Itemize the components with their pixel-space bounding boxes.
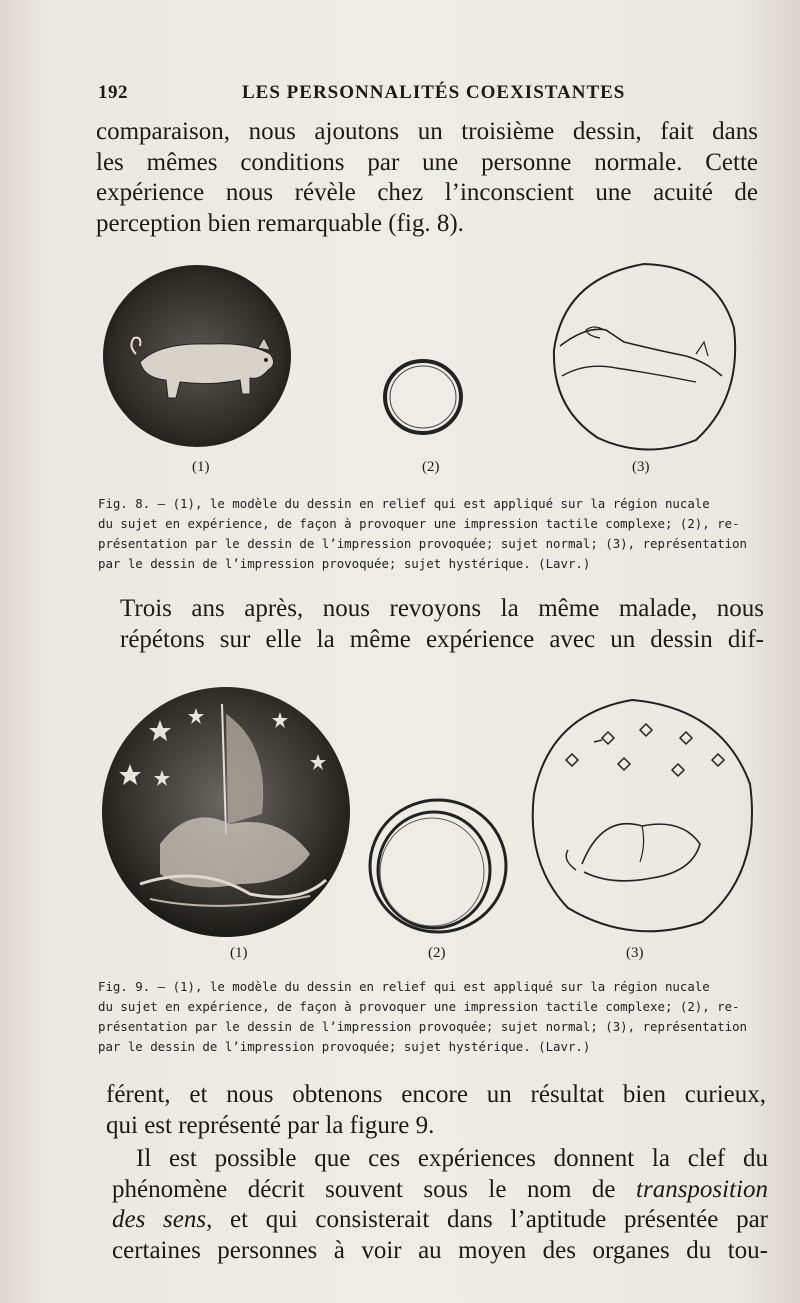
caption-line: du sujet en expérience, de façon à provoquer une impression tactile complexe; (2), re- [98, 516, 740, 531]
text-line: férent, et nous obtenons encore un résultat bien curieux, [106, 1081, 766, 1108]
text-line: comparaison, nous ajoutons un troisième dessin, fait dans [96, 118, 758, 145]
caption-line: présentation par le dessin de l’impression provoquée; sujet normal; (3), représentation [98, 1019, 748, 1034]
text-line: certaines personnes à voir au moyen des organes du tou- [112, 1236, 768, 1264]
figure-9-normal-subject-rings [362, 792, 512, 942]
figure-8-caption [98, 494, 764, 574]
caption-line: Fig. 9. — (1), le modèle du dessin en relief qui est appliqué sur la région nucale [98, 979, 710, 994]
figure-9-label-3: (3) [626, 945, 644, 961]
text-fragment: phénomène décrit souvent sous le nom de [112, 1175, 637, 1203]
figure-8-label-2: (2) [422, 459, 440, 475]
figure-8-normal-subject-ring [380, 356, 466, 438]
italic-term: des sens, [112, 1206, 213, 1233]
caption-line: par le dessin de l’impression provoquée; sujet hystérique. (Lavr.) [98, 1039, 591, 1054]
text-line [112, 1205, 768, 1236]
text-line: Trois ans après, nous revoyons la même malade, nous [120, 595, 764, 622]
figure-8-label-1: (1) [192, 459, 210, 475]
caption-line: Fig. 8. — (1), le modèle du dessin en relief qui est appliqué sur la région nucale [98, 496, 710, 511]
figure-8-model-pig-medallion [100, 262, 295, 452]
text-fragment: et qui consisterait dans l’aptitude présentée par [212, 1206, 768, 1233]
paragraph-1 [96, 117, 758, 239]
caption-line: par le dessin de l’impression provoquée; sujet hystérique. (Lavr.) [98, 556, 591, 571]
caption-line: présentation par le dessin de l’impression provoquée; sujet normal; (3), représentation [98, 536, 748, 551]
figure-9-hysteric-subject-drawing [522, 694, 762, 944]
page-header [98, 82, 758, 110]
paragraph-3 [106, 1080, 766, 1141]
paragraph-2 [120, 594, 764, 655]
text-line: les mêmes conditions par une personne normale. Cette [96, 148, 758, 176]
text-line: répétons sur elle la même expérience avec un dessin dif- [120, 625, 764, 653]
figure-9-label-1: (1) [230, 945, 248, 961]
text-line [112, 1144, 768, 1175]
figure-9-label-2: (2) [428, 945, 446, 961]
text-line: perception bien remarquable (fig. 8). [96, 209, 464, 237]
running-title: LES PERSONNALITÉS COEXISTANTES [242, 82, 626, 103]
page-number: 192 [98, 82, 128, 103]
figure-9-model-ship-medallion [100, 684, 355, 940]
text-fragment: Il est possible que ces expériences donnent la clef du [136, 1145, 768, 1172]
figure-9-caption [98, 977, 764, 1057]
text-line: expérience nous révèle chez l’inconscient une acuité de [96, 179, 758, 206]
caption-line: du sujet en expérience, de façon à provoquer une impression tactile complexe; (2), re- [98, 999, 740, 1014]
figure-8-hysteric-subject-drawing [546, 258, 742, 458]
text-line [112, 1175, 768, 1206]
text-line: qui est représenté par la figure 9. [106, 1111, 435, 1139]
italic-term: transposition [636, 1175, 768, 1203]
paragraph-4 [112, 1144, 768, 1266]
figure-8-label-3: (3) [632, 459, 650, 475]
